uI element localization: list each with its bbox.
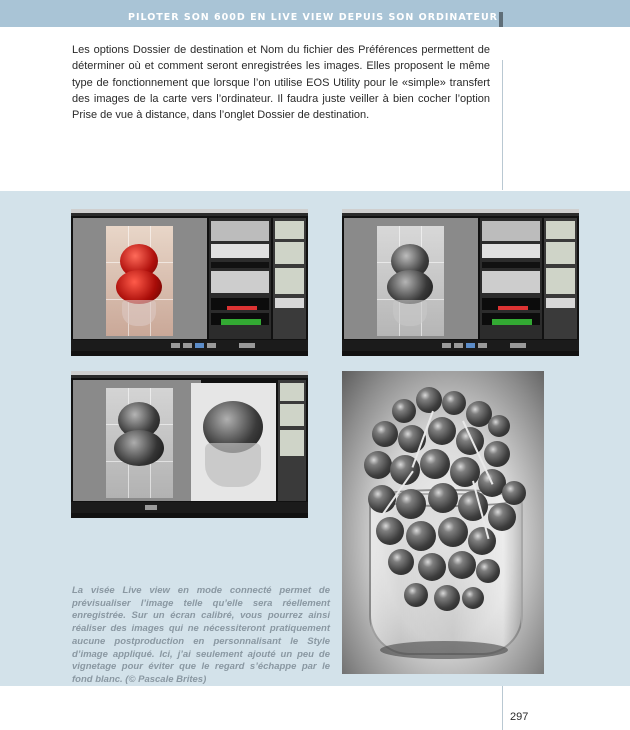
live-view-canvas <box>73 380 201 501</box>
body-paragraph: Les options Dossier de destination et Nom du fichier des Préférences permettent de déterminer où et comment seront enregistrées les images. Elles proposent le même type de fonctionnement que lorsque l’on utilise EOS Utility pour le «simple» transfert des images de la carte vers l’ordinateur. Il faudra juste veiller à bien cocher l’option Prise de vue à distance, dans l’onglet Dossier de destination. <box>72 44 490 122</box>
screenshot-live-view-color <box>71 209 308 356</box>
camera-settings-panel <box>278 380 306 501</box>
live-view-photo <box>106 388 173 498</box>
window-titlebar <box>342 213 579 216</box>
live-view-canvas <box>73 218 207 339</box>
window-titlebar <box>71 375 308 378</box>
margin-rule-top <box>502 60 503 190</box>
live-view-toolbar <box>71 340 308 351</box>
live-view-toolbar <box>71 502 308 513</box>
final-photo-redcurrants-glass <box>342 371 544 674</box>
live-view-photo <box>106 226 173 336</box>
live-view-canvas <box>344 218 478 339</box>
preview-window <box>191 383 276 501</box>
page-number: 297 <box>510 711 529 723</box>
live-view-toolbar <box>342 340 579 351</box>
running-title: PILOTER SON 600D EN LIVE VIEW DEPUIS SON ORDINATEUR <box>127 12 498 23</box>
remote-capture-panel <box>209 218 271 339</box>
live-view-photo <box>377 226 444 336</box>
screenshot-live-view-monochrome <box>342 209 579 356</box>
window-titlebar <box>71 213 308 216</box>
camera-settings-panel <box>544 218 577 339</box>
figure-caption: La visée Live view en mode connecté permet de prévisualiser l’image telle qu’elle sera réellement enregistrée. Sur un écran calibré, vous pourrez ainsi réaliser des images qui ne nécessiteront pratiquement aucune postproduction en personnalisant le Style d’image appliqué. Ici, j’ai seulement ajouté un peu de vignetage pour éviter que le regard s’échappe par le fond blanc. (© Pascale Brites) <box>72 585 330 685</box>
margin-rule-bottom <box>502 686 503 730</box>
camera-settings-panel <box>273 218 306 339</box>
screenshot-live-view-with-preview <box>71 371 308 518</box>
header-mark <box>499 12 503 27</box>
remote-capture-panel <box>480 218 542 339</box>
